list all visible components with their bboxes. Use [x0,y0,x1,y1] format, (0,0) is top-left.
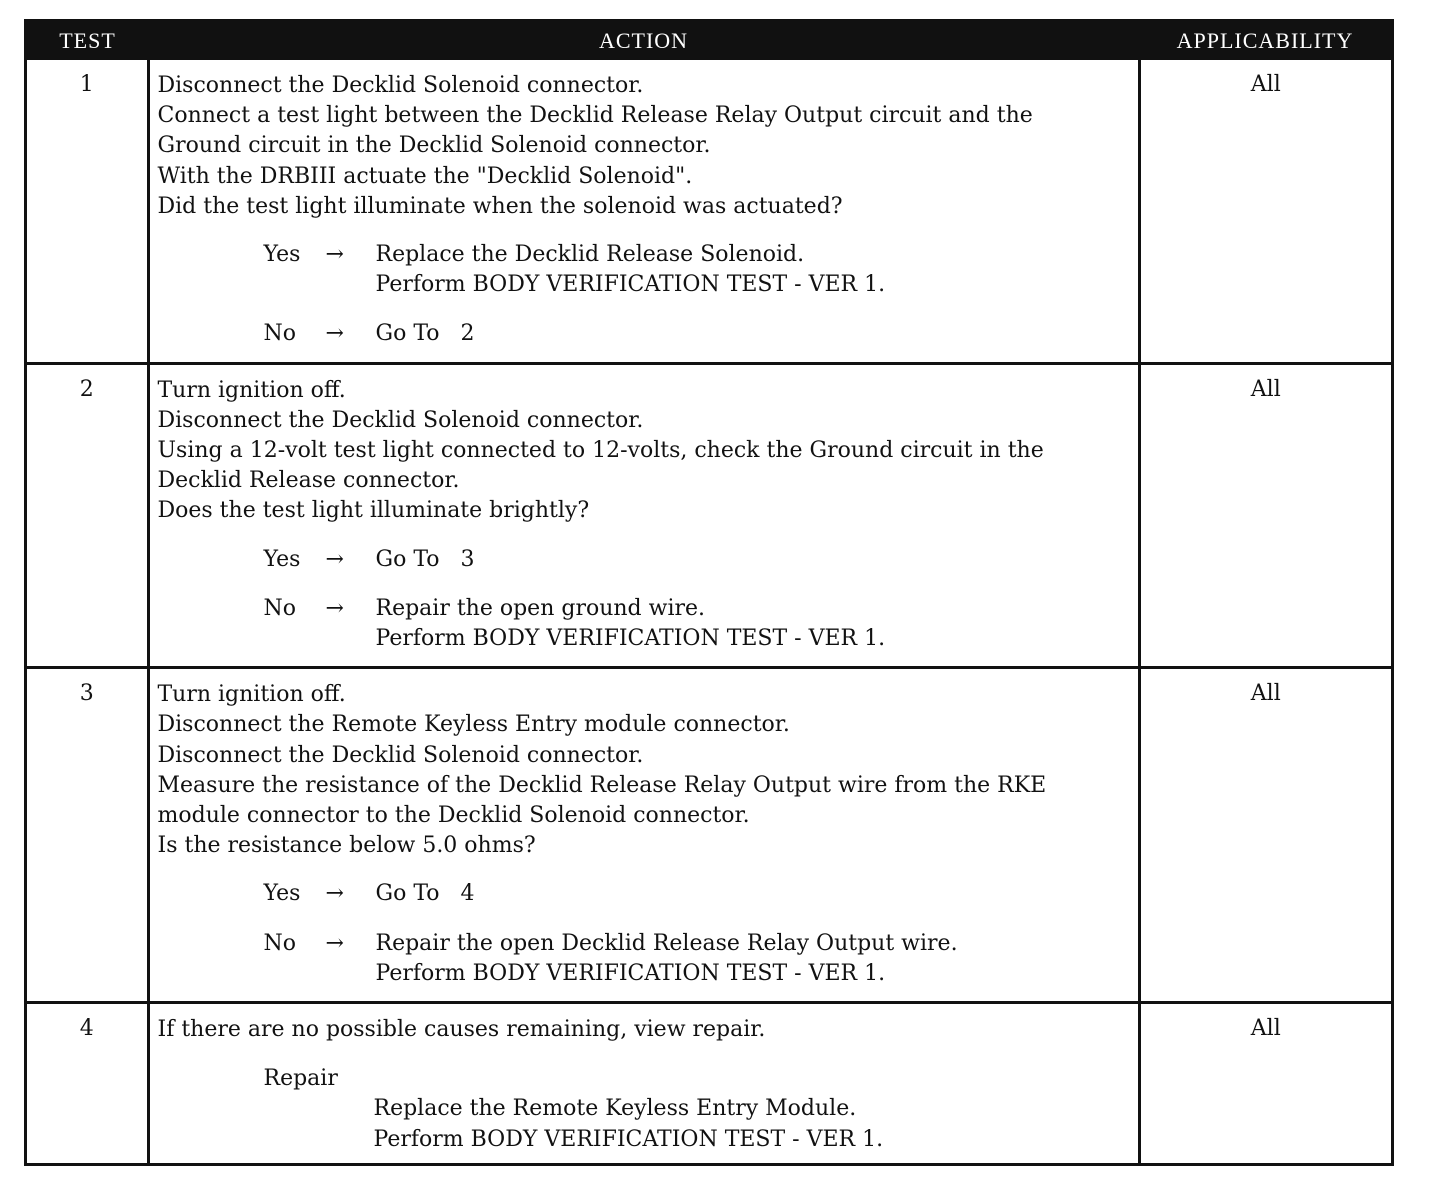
outcome-text [376,319,1130,349]
test-row-2 [27,363,1391,668]
outcome-text [376,240,1130,300]
action-step: Disconnect the Remote Keyless Entry module connector. [157,712,790,738]
outcome-answer: No [263,321,296,347]
applicability-cell: All [1139,1003,1391,1163]
outcome-line: Replace the Decklid Release Solenoid. [375,242,805,268]
outcome-list [264,240,1130,350]
repair-text [374,1094,1130,1154]
outcome-text [376,594,1130,654]
header-action: ACTION [148,22,1139,60]
outcome-line: Perform BODY VERIFICATION TEST - VER 1. [375,960,886,986]
outcome-yes [264,240,1130,300]
action-step: If there are no possible causes remaining, view repair. [157,1017,766,1043]
arrow-right-icon: → [325,881,344,907]
action-step: Is the resistance below 5.0 ohms? [157,833,536,859]
outcome-answer: Yes [263,242,301,268]
action-step: Using a 12-volt test light connected to 12-volts, check the Ground circuit in the [157,438,1044,464]
action-step: Ground circuit in the Decklid Solenoid connector. [157,133,711,159]
outcome-list [264,545,1130,655]
applicability-cell: All [1139,668,1391,1003]
outcome-text [376,879,1130,909]
test-table [27,22,1391,1163]
outcome-line: Go To 4 [375,881,475,907]
action-step: Disconnect the Decklid Solenoid connector. [157,742,644,768]
test-row-1 [27,60,1391,363]
arrow-right-icon: → [325,242,344,268]
outcome-line: Go To 3 [375,546,475,572]
action-step: Turn ignition off. [157,682,346,708]
action-cell [148,1003,1139,1163]
outcome-answer: Yes [263,881,301,907]
outcome-yes [264,545,1130,575]
repair-label: Repair [263,1066,338,1092]
header-row [27,22,1391,60]
outcome-list [264,879,1130,989]
test-row-3 [27,668,1391,1003]
test-row-4 [27,1003,1391,1163]
action-step: Measure the resistance of the Decklid Release Relay Output wire from the RKE [157,772,1047,798]
repair-block [264,1064,1130,1155]
outcome-line: Repair the open ground wire. [375,595,706,621]
outcome-no [264,594,1130,654]
arrow-right-icon: → [325,546,344,572]
action-cell [148,363,1139,668]
header-test: TEST [27,22,148,60]
action-step: Disconnect the Decklid Solenoid connector. [157,73,644,98]
action-step: Does the test light illuminate brightly? [157,498,590,524]
action-step: Decklid Release connector. [157,468,460,494]
test-number: 4 [27,1003,148,1163]
diagnostic-test-table [24,19,1394,1166]
outcome-answer: Yes [263,546,301,572]
action-cell [148,60,1139,363]
outcome-line: Perform BODY VERIFICATION TEST - VER 1. [375,272,886,298]
test-number: 2 [27,363,148,668]
test-number: 3 [27,668,148,1003]
arrow-right-icon: → [325,595,344,621]
outcome-answer: No [263,595,296,621]
header-applicability: APPLICABILITY [1139,22,1391,60]
outcome-line: Repair the open Decklid Release Relay Output wire. [375,930,958,956]
outcome-text [376,545,1130,575]
repair-line: Replace the Remote Keyless Entry Module. [373,1096,857,1122]
action-step: Turn ignition off. [157,377,346,403]
outcome-no [264,929,1130,989]
action-step: With the DRBIII actuate the "Decklid Solenoid". [157,163,693,189]
outcome-line: Go To 2 [375,321,475,347]
outcome-no [264,319,1130,349]
test-number: 1 [27,60,148,363]
applicability-cell: All [1139,363,1391,668]
action-cell [148,668,1139,1003]
action-step: Did the test light illuminate when the solenoid was actuated? [157,193,843,219]
action-step: Disconnect the Decklid Solenoid connector. [157,407,644,433]
action-step: module connector to the Decklid Solenoid connector. [157,803,750,829]
repair-line: Perform BODY VERIFICATION TEST - VER 1. [373,1126,884,1152]
outcome-line: Perform BODY VERIFICATION TEST - VER 1. [375,626,886,652]
arrow-right-icon: → [325,930,344,956]
outcome-yes [264,879,1130,909]
arrow-right-icon: → [325,321,344,347]
outcome-answer: No [263,930,296,956]
outcome-text [376,929,1130,989]
applicability-cell: All [1250,72,1281,97]
action-step: Connect a test light between the Decklid Release Relay Output circuit and the [157,103,1033,129]
